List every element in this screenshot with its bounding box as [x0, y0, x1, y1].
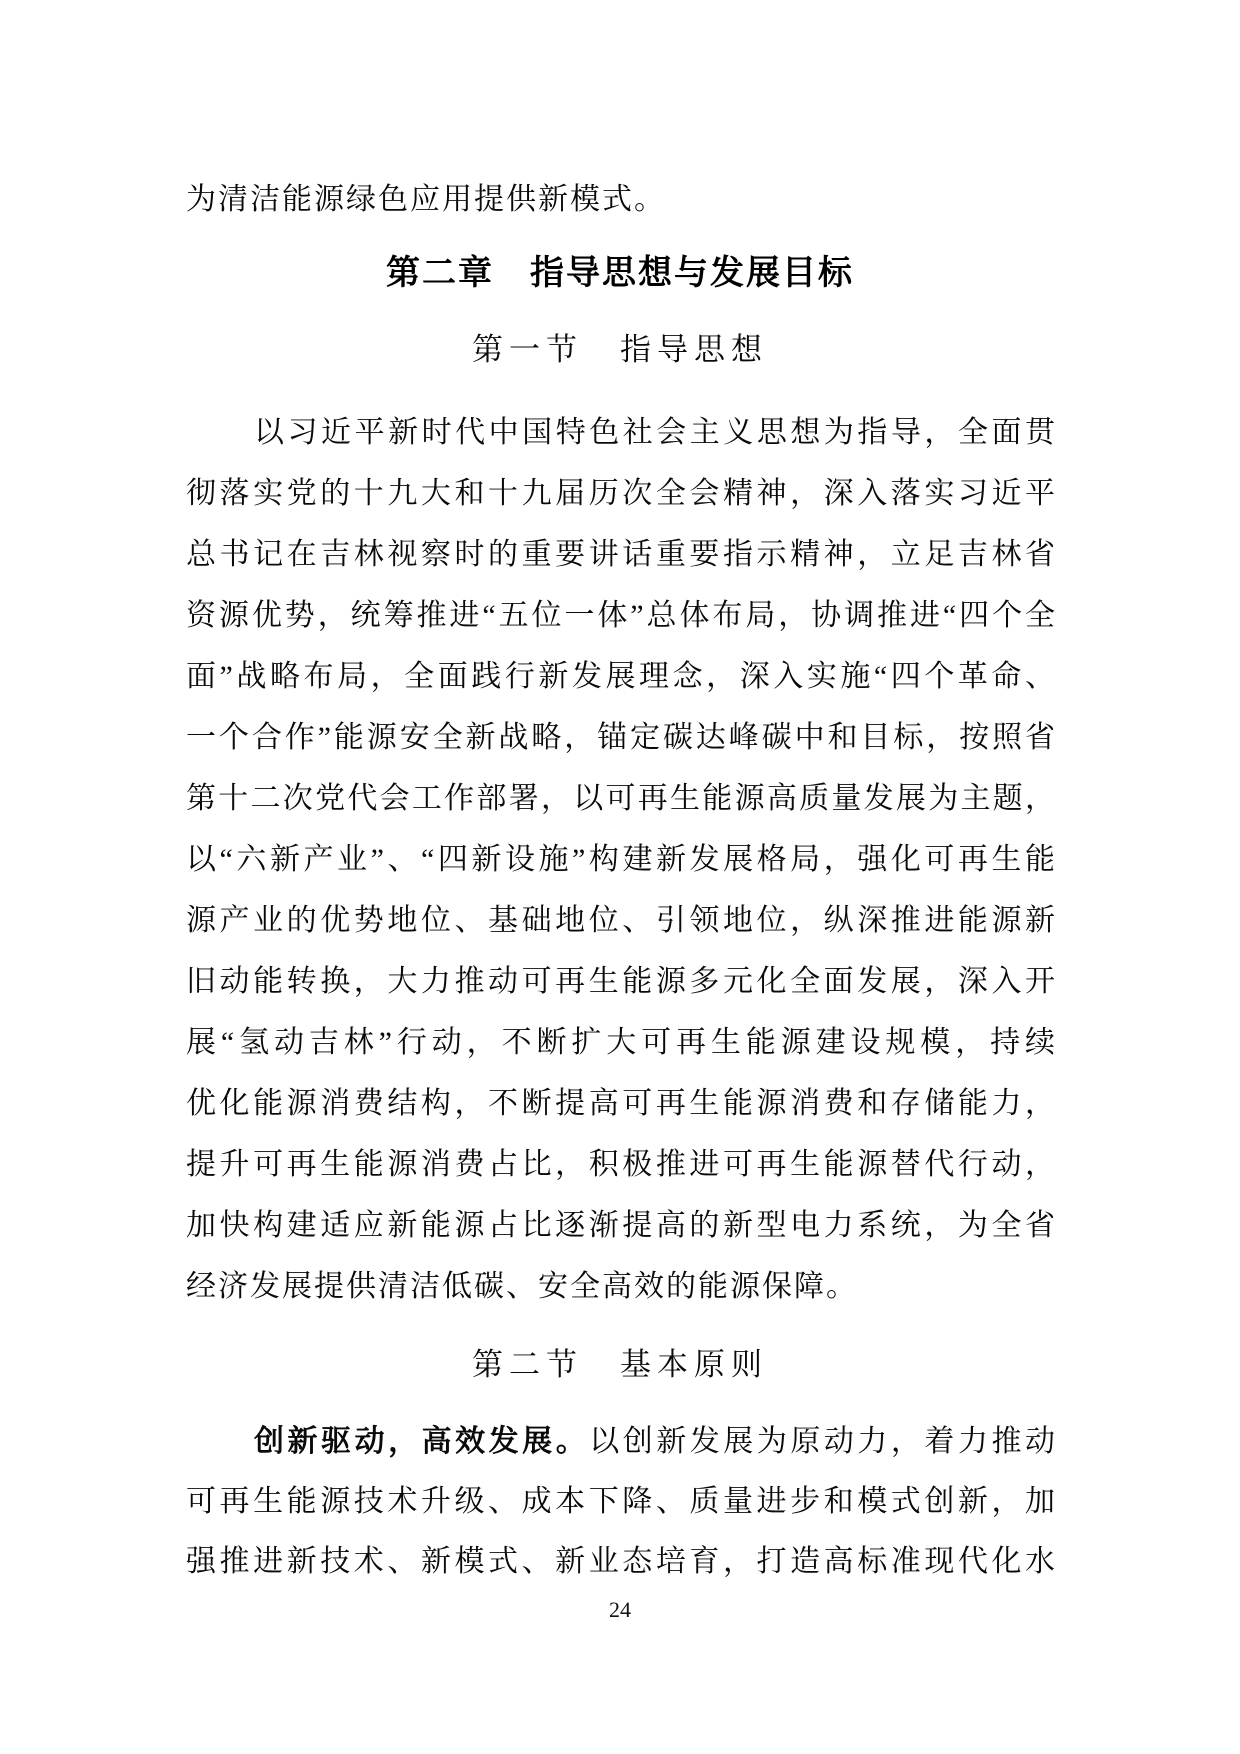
paragraph-line: 源产业的优势地位、基础地位、引领地位，纵深推进能源新 [186, 904, 1055, 937]
paragraph-line: 优化能源消费结构，不断提高可再生能源消费和存储能力， [186, 1087, 1055, 1120]
paragraph-line: 强推进新技术、新模式、新业态培育，打造高标准现代化水 [186, 1545, 1055, 1578]
principle-lead-rest: 以创新发展为原动力，着力推动 [589, 1425, 1056, 1458]
section-1-heading: 第一节 指导思想 [472, 332, 768, 367]
principle-bold-lead: 创新驱动，高效发展。 [254, 1425, 590, 1458]
paragraph-line: 总书记在吉林视察时的重要讲话重要指示精神，立足吉林省 [186, 538, 1055, 571]
paragraph-line: 第十二次党代会工作部署，以可再生能源高质量发展为主题， [186, 782, 1055, 815]
paragraph-line: 面”战略布局，全面践行新发展理念，深入实施“四个革命、 [186, 660, 1055, 693]
intro-continuation-line: 为清洁能源绿色应用提供新模式。 [186, 183, 666, 216]
paragraph-line: 彻落实党的十九大和十九届历次全会精神，深入落实习近平 [186, 477, 1055, 510]
paragraph-line: 一个合作”能源安全新战略，锚定碳达峰碳中和目标，按照省 [186, 721, 1055, 754]
paragraph-last-line: 经济发展提供清洁低碳、安全高效的能源保障。 [186, 1270, 858, 1303]
chapter-heading: 第二章 指导思想与发展目标 [386, 254, 854, 292]
paragraph-line: 旧动能转换，大力推动可再生能源多元化全面发展，深入开 [186, 965, 1055, 998]
section-2-heading: 第二节 基本原则 [472, 1347, 768, 1382]
paragraph-line: 加快构建适应新能源占比逐渐提高的新型电力系统，为全省 [186, 1209, 1055, 1242]
paragraph-line-with-lead [186, 1422, 1055, 1462]
paragraph-line: 以“六新产业”、“四新设施”构建新发展格局，强化可再生能 [186, 843, 1055, 876]
paragraph-line: 展“氢动吉林”行动，不断扩大可再生能源建设规模，持续 [186, 1026, 1055, 1059]
paragraph-line: 资源优势，统筹推进“五位一体”总体布局，协调推进“四个全 [186, 599, 1055, 632]
paragraph-line: 可再生能源技术升级、成本下降、质量进步和模式创新，加 [186, 1485, 1055, 1518]
paragraph-line: 提升可再生能源消费占比，积极推进可再生能源替代行动， [186, 1148, 1055, 1181]
page-number: 24 [609, 1597, 631, 1622]
paragraph-line: 以习近平新时代中国特色社会主义思想为指导，全面贯 [254, 416, 1055, 449]
